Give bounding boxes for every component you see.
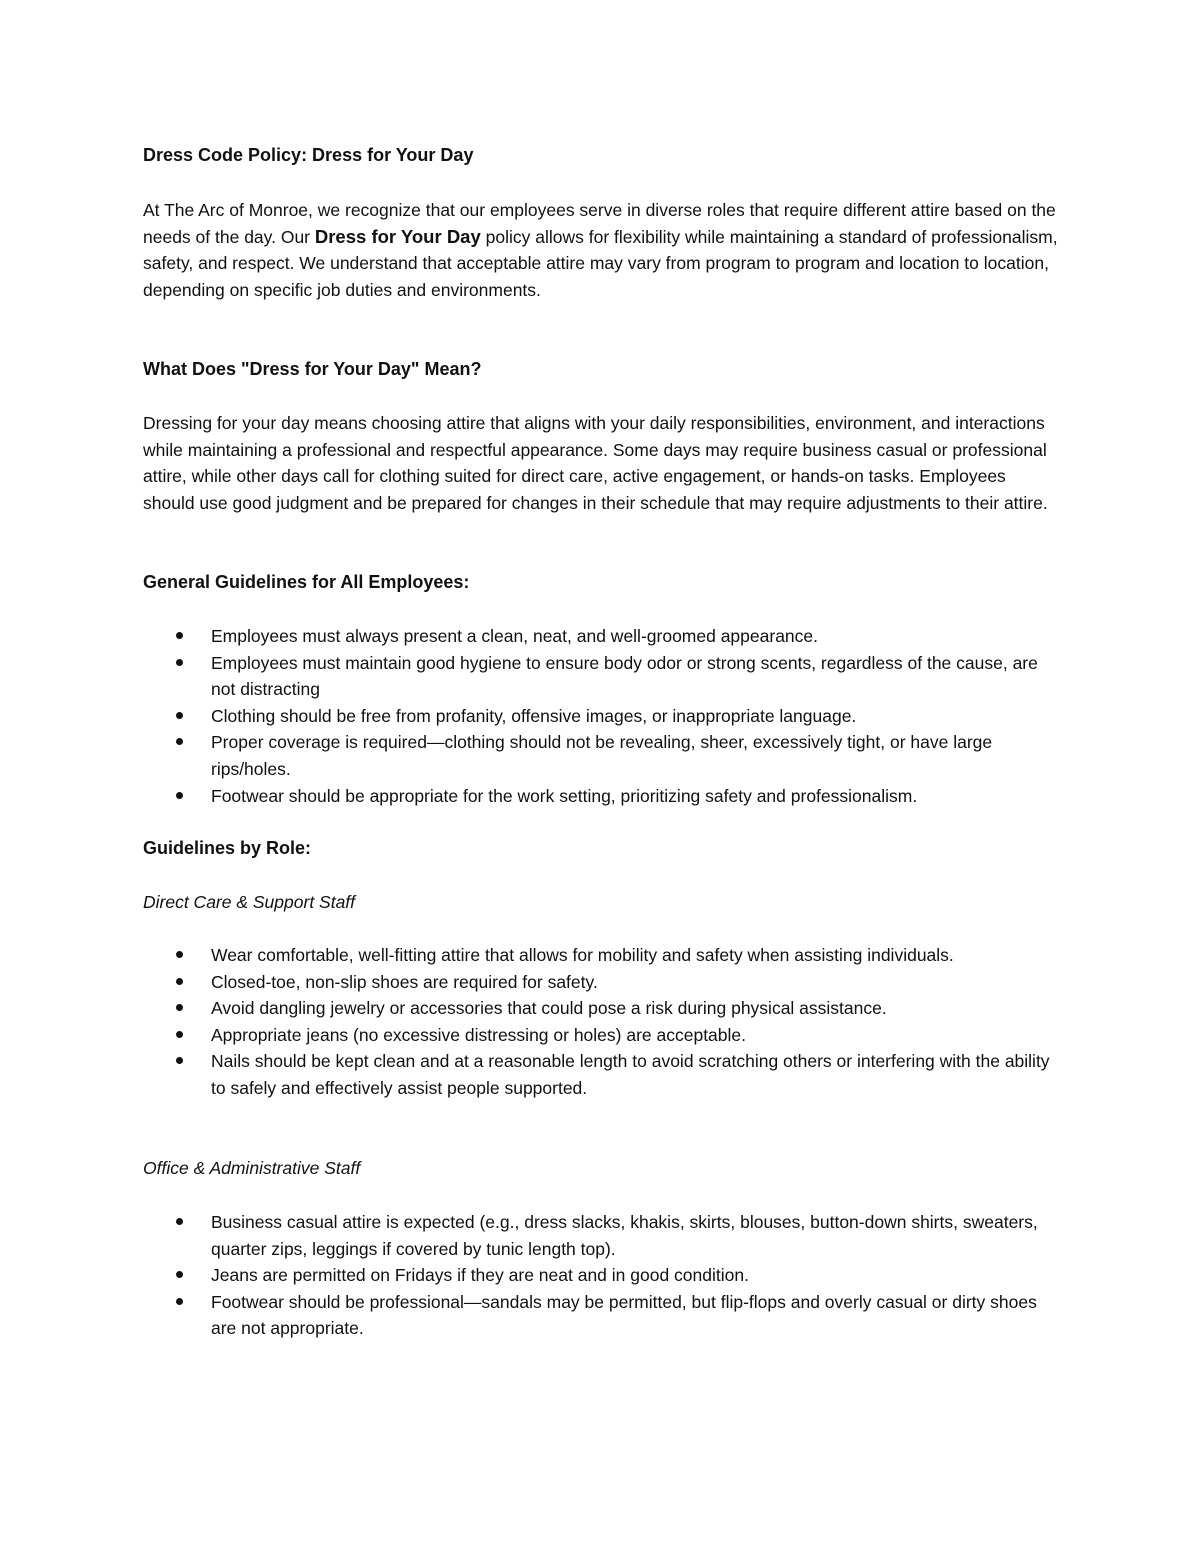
- intro-paragraph: [143, 197, 1058, 303]
- list-item-text: Footwear should be appropriate for the work setting, prioritizing safety and professionalism.: [211, 785, 918, 806]
- bullet-icon: [176, 792, 183, 799]
- list-item: [143, 942, 1058, 969]
- list-item-text: Avoid dangling jewelry or accessories that could pose a risk during physical assistance.: [211, 998, 887, 1019]
- list-item-text: Employees must maintain good hygiene to ensure body odor or strong scents, regardless of the cause, are not distracting: [211, 652, 1038, 700]
- role-guidelines-heading: Guidelines by Role:: [143, 838, 312, 858]
- list-item: [143, 1262, 1058, 1289]
- list-item-text: Footwear should be professional—sandals may be permitted, but flip-flops and overly casual or dirty shoes are not appropriate.: [211, 1291, 1037, 1339]
- general-guidelines-heading: General Guidelines for All Employees:: [143, 572, 470, 592]
- office-subheading: Office & Administrative Staff: [143, 1158, 361, 1178]
- list-item-text: Proper coverage is required—clothing should not be revealing, sheer, excessively tight, or have large rips/holes.: [211, 732, 993, 779]
- office-list: [143, 1209, 1058, 1342]
- bullet-icon: [176, 632, 183, 639]
- list-item: [143, 783, 1058, 810]
- list-item: [143, 703, 1058, 730]
- bullet-icon: [176, 738, 183, 745]
- list-item: [143, 650, 1058, 703]
- bullet-icon: [176, 978, 183, 985]
- list-item: [143, 729, 1058, 782]
- intro-emphasis: Dress for Your Day: [314, 225, 481, 247]
- bullet-icon: [176, 1271, 183, 1278]
- bullet-icon: [176, 712, 183, 719]
- list-item: [143, 969, 1058, 996]
- list-item: [143, 995, 1058, 1022]
- list-item: [143, 1289, 1058, 1342]
- intro-text-before: At The Arc of Monroe, we recognize that our employees serve in diverse roles that require different attire based on the needs of the day. Our: [143, 200, 1056, 247]
- direct-care-list: [143, 942, 1058, 1102]
- direct-care-subheading: Direct Care & Support Staff: [143, 892, 356, 912]
- bullet-icon: [176, 1298, 183, 1305]
- list-item-text: Clothing should be free from profanity, offensive images, or inappropriate language.: [211, 705, 857, 726]
- list-item-text: Wear comfortable, well-fitting attire that allows for mobility and safety when assisting individuals.: [211, 945, 954, 965]
- list-item: [143, 1048, 1058, 1101]
- bullet-icon: [176, 1057, 183, 1064]
- meaning-heading: What Does "Dress for Your Day" Mean?: [143, 359, 482, 379]
- bullet-icon: [176, 951, 183, 958]
- list-item: [143, 1022, 1058, 1049]
- list-item: [143, 1209, 1058, 1262]
- bullet-icon: [176, 659, 183, 666]
- bullet-icon: [176, 1031, 183, 1038]
- list-item-text: Closed-toe, non-slip shoes are required for safety.: [211, 971, 598, 992]
- document-title: Dress Code Policy: Dress for Your Day: [143, 145, 474, 165]
- list-item-text: Business casual attire is expected (e.g., dress slacks, khakis, skirts, blouses, button-down shirts, sweaters, quarter zips, leggings if covered by tunic length top).: [211, 1212, 1038, 1259]
- bullet-icon: [176, 1004, 183, 1011]
- intro-text-after: policy allows for flexibility while maintaining a standard of professionalism, safety, and respect. We understand that acceptable attire may vary from program to program and location to location, depending on specific job duties and environments.: [143, 226, 1058, 300]
- bullet-icon: [176, 1218, 183, 1225]
- list-item-text: Appropriate jeans (no excessive distressing or holes) are acceptable.: [211, 1024, 747, 1045]
- list-item: [143, 623, 1058, 650]
- list-item-text: Jeans are permitted on Fridays if they are neat and in good condition.: [211, 1265, 749, 1286]
- list-item-text: Nails should be kept clean and at a reasonable length to avoid scratching others or interfering with the ability to safely and effectively assist people supported.: [211, 1051, 1050, 1098]
- list-item-text: Employees must always present a clean, neat, and well-groomed appearance.: [211, 626, 819, 646]
- general-guidelines-list: [143, 623, 1058, 809]
- meaning-paragraph: Dressing for your day means choosing attire that aligns with your daily responsibilities, environment, and interactions while maintaining a professional and respectful appearance. Some days may require business casual or professional attire, while other days call for clothing suited for direct care, active engagement, or hands-on tasks. Employees should use good judgment and be prepared for changes in their schedule that may require adjustments to their attire.: [143, 413, 1048, 513]
